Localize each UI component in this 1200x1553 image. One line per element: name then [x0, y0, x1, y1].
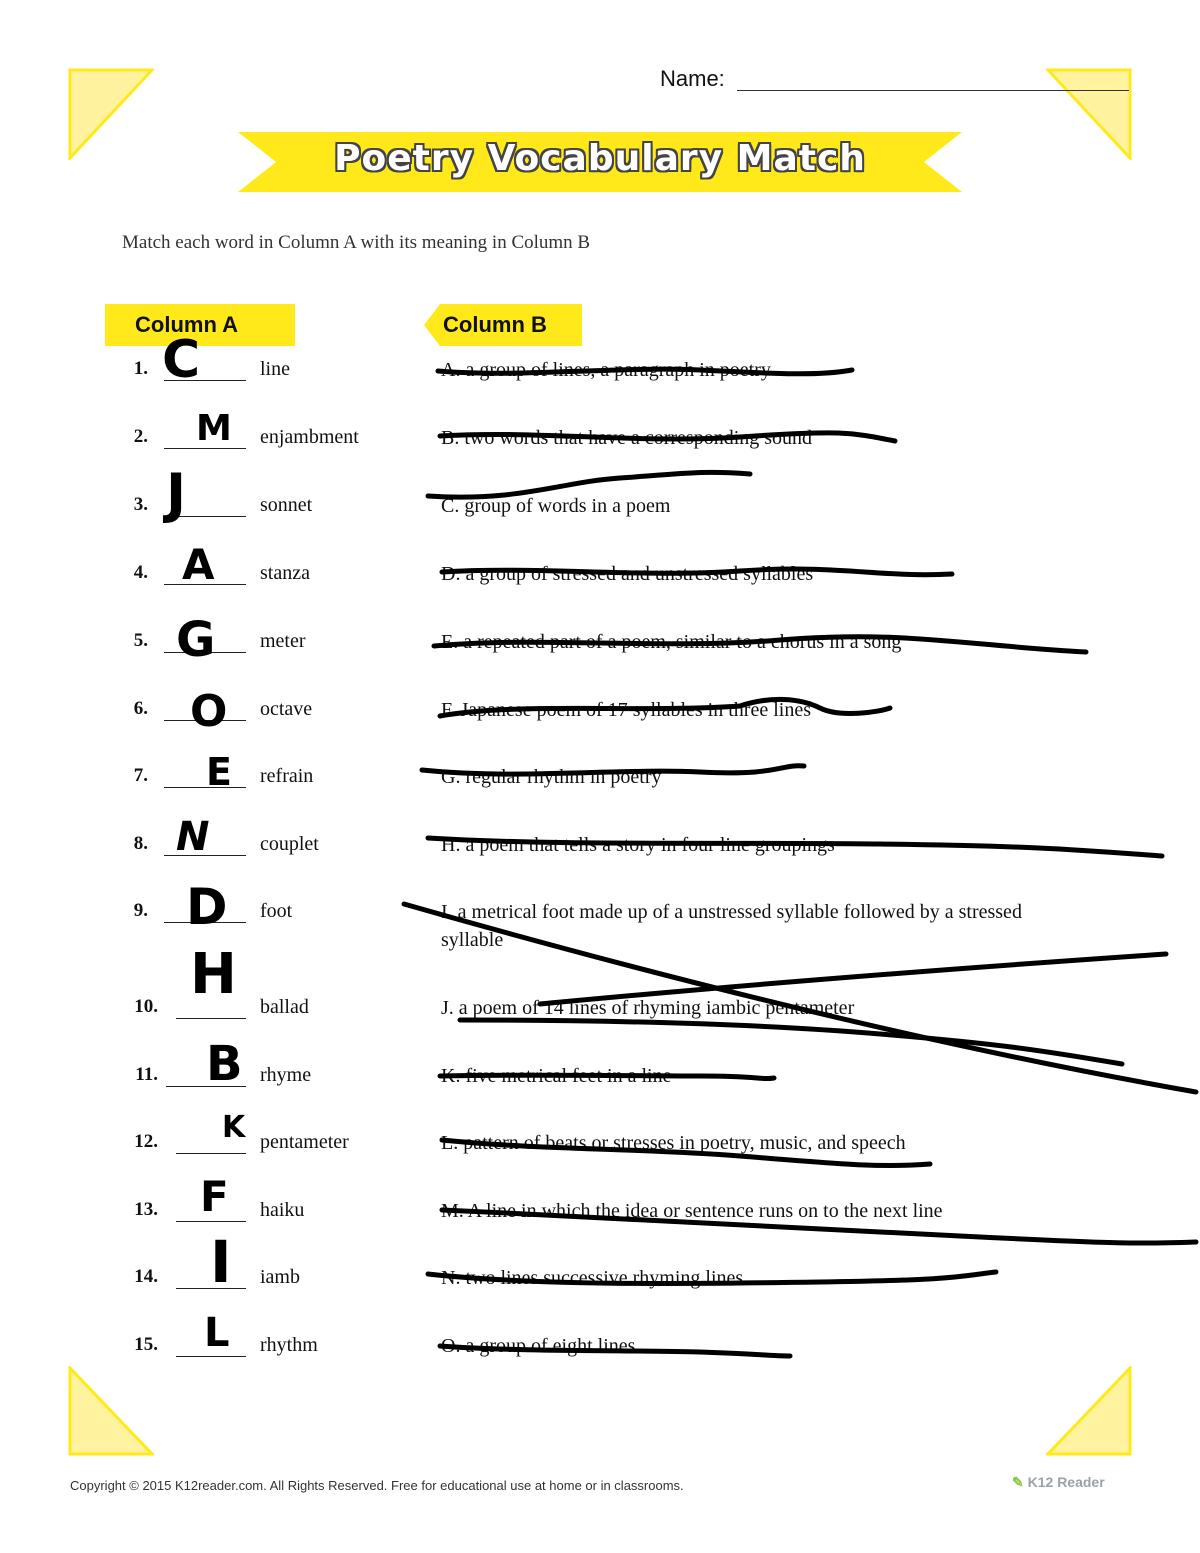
row-number: 2.	[133, 426, 148, 447]
row-number: 3.	[133, 494, 148, 515]
instructions: Match each word in Column A with its meaning in Column B	[122, 232, 591, 253]
handwritten-answer: J	[166, 462, 187, 525]
row-number: 10.	[134, 996, 158, 1017]
column-a-word: stanza	[260, 562, 310, 584]
handwritten-answer: D	[186, 878, 228, 936]
handwritten-answer: N	[176, 814, 210, 860]
column-b-definition: G. regular rhythm in poetry	[441, 766, 662, 788]
strike-row-12	[442, 1140, 930, 1166]
handwritten-answer: E	[206, 750, 232, 794]
strike-row-4	[442, 569, 952, 575]
handwritten-answer: C	[162, 330, 201, 390]
column-b-definition: F. Japanese poem of 17 syllables in three lines	[441, 699, 811, 721]
strike-row-2	[440, 433, 895, 441]
column-a-word: haiku	[260, 1199, 305, 1221]
row-number: 8.	[133, 833, 148, 854]
logo-text: K12 Reader	[1027, 1474, 1105, 1490]
row-number: 14.	[134, 1266, 158, 1287]
row-number: 11.	[135, 1064, 158, 1085]
column-a-word: pentameter	[260, 1131, 349, 1153]
handwritten-answer: M	[196, 408, 232, 449]
column-b-definition: D. a group of stressed and unstressed syllables	[441, 563, 814, 585]
column-b-definition: O. a group of eight lines	[441, 1335, 636, 1357]
row-number: 1.	[133, 358, 148, 379]
page-title: Poetry Vocabulary Match	[334, 138, 866, 179]
strike-row-7	[422, 766, 804, 774]
column-a-word: rhythm	[260, 1334, 318, 1356]
column-b-definition: I. a metrical foot made up of a unstressed syllable followed by a stressed syllable	[441, 901, 1022, 951]
handwritten-answer: H	[190, 942, 237, 1007]
k12-reader-logo	[1012, 1474, 1105, 1491]
copyright-notice: Copyright © 2015 K12reader.com. All Rights Reserved. Free for educational use at home or in classrooms.	[70, 1478, 684, 1493]
strike-row-5	[434, 637, 1086, 652]
handwritten-answer: G	[176, 612, 216, 668]
handwritten-answer: O	[190, 686, 228, 737]
handwritten-answer: F	[200, 1172, 229, 1221]
column-a-word: refrain	[260, 765, 314, 787]
strike-row-9b	[540, 954, 1166, 1004]
handwritten-answer: K	[222, 1110, 246, 1145]
handwritten-answer: B	[206, 1036, 243, 1092]
strike-row-15	[440, 1346, 790, 1356]
column-b-definition: L. pattern of beats or stresses in poetry, music, and speech	[441, 1132, 906, 1154]
column-b-definition: B. two words that have a corresponding sound	[441, 427, 813, 449]
row-number: 7.	[133, 765, 148, 786]
strike-row-8	[428, 838, 1162, 856]
strike-row-6	[440, 699, 890, 716]
column-b-definition: A. a group of lines, a paragraph in poetry	[441, 359, 771, 381]
column-b-definition: H. a poem that tells a story in four line groupings	[441, 834, 835, 856]
strike-row-1	[438, 369, 852, 374]
column-a-word: rhyme	[260, 1064, 312, 1086]
column-a-word: meter	[260, 630, 306, 652]
row-number: 12.	[134, 1131, 158, 1152]
strike-row-9	[404, 904, 1196, 1092]
name-label: Name:	[660, 66, 725, 91]
column-a-word: enjambment	[260, 426, 359, 448]
row-number: 5.	[133, 630, 148, 651]
strike-row-11	[440, 1075, 774, 1078]
column-b-label: Column B	[443, 312, 547, 337]
book-icon: ✎	[1012, 1474, 1024, 1490]
column-a-word: foot	[260, 900, 293, 922]
strike-row-13	[442, 1210, 1196, 1243]
column-a-word: ballad	[260, 996, 309, 1018]
column-b-definition: E. a repeated part of a poem, similar to a chorus in a song	[441, 631, 902, 653]
column-a-word: octave	[260, 698, 313, 720]
row-number: 9.	[133, 900, 148, 921]
strike-row-3	[428, 472, 750, 497]
column-b-definition: J. a poem of 14 lines of rhyming iambic pentameter	[441, 997, 855, 1019]
column-a-word: couplet	[260, 833, 319, 855]
column-b-definition: M. A line in which the idea or sentence runs on to the next line	[441, 1200, 943, 1222]
row-number: 15.	[134, 1334, 158, 1355]
column-b-definition: C. group of words in a poem	[441, 495, 671, 517]
column-b-definition: N. two lines successive rhyming lines	[441, 1267, 744, 1289]
column-a-word: iamb	[260, 1266, 300, 1288]
column-a-word: sonnet	[260, 494, 313, 516]
row-number: 13.	[134, 1199, 158, 1220]
column-b-definition: K. five metrical feet in a line	[441, 1065, 672, 1087]
column-a-word: line	[260, 358, 290, 380]
column-a-label: Column A	[135, 312, 239, 337]
handwritten-answer: L	[204, 1310, 230, 1356]
strike-row-14	[428, 1272, 996, 1284]
handwritten-answer: I	[210, 1228, 232, 1296]
row-number: 4.	[133, 562, 148, 583]
handwritten-answer: A	[182, 540, 215, 589]
row-number: 6.	[133, 698, 148, 719]
